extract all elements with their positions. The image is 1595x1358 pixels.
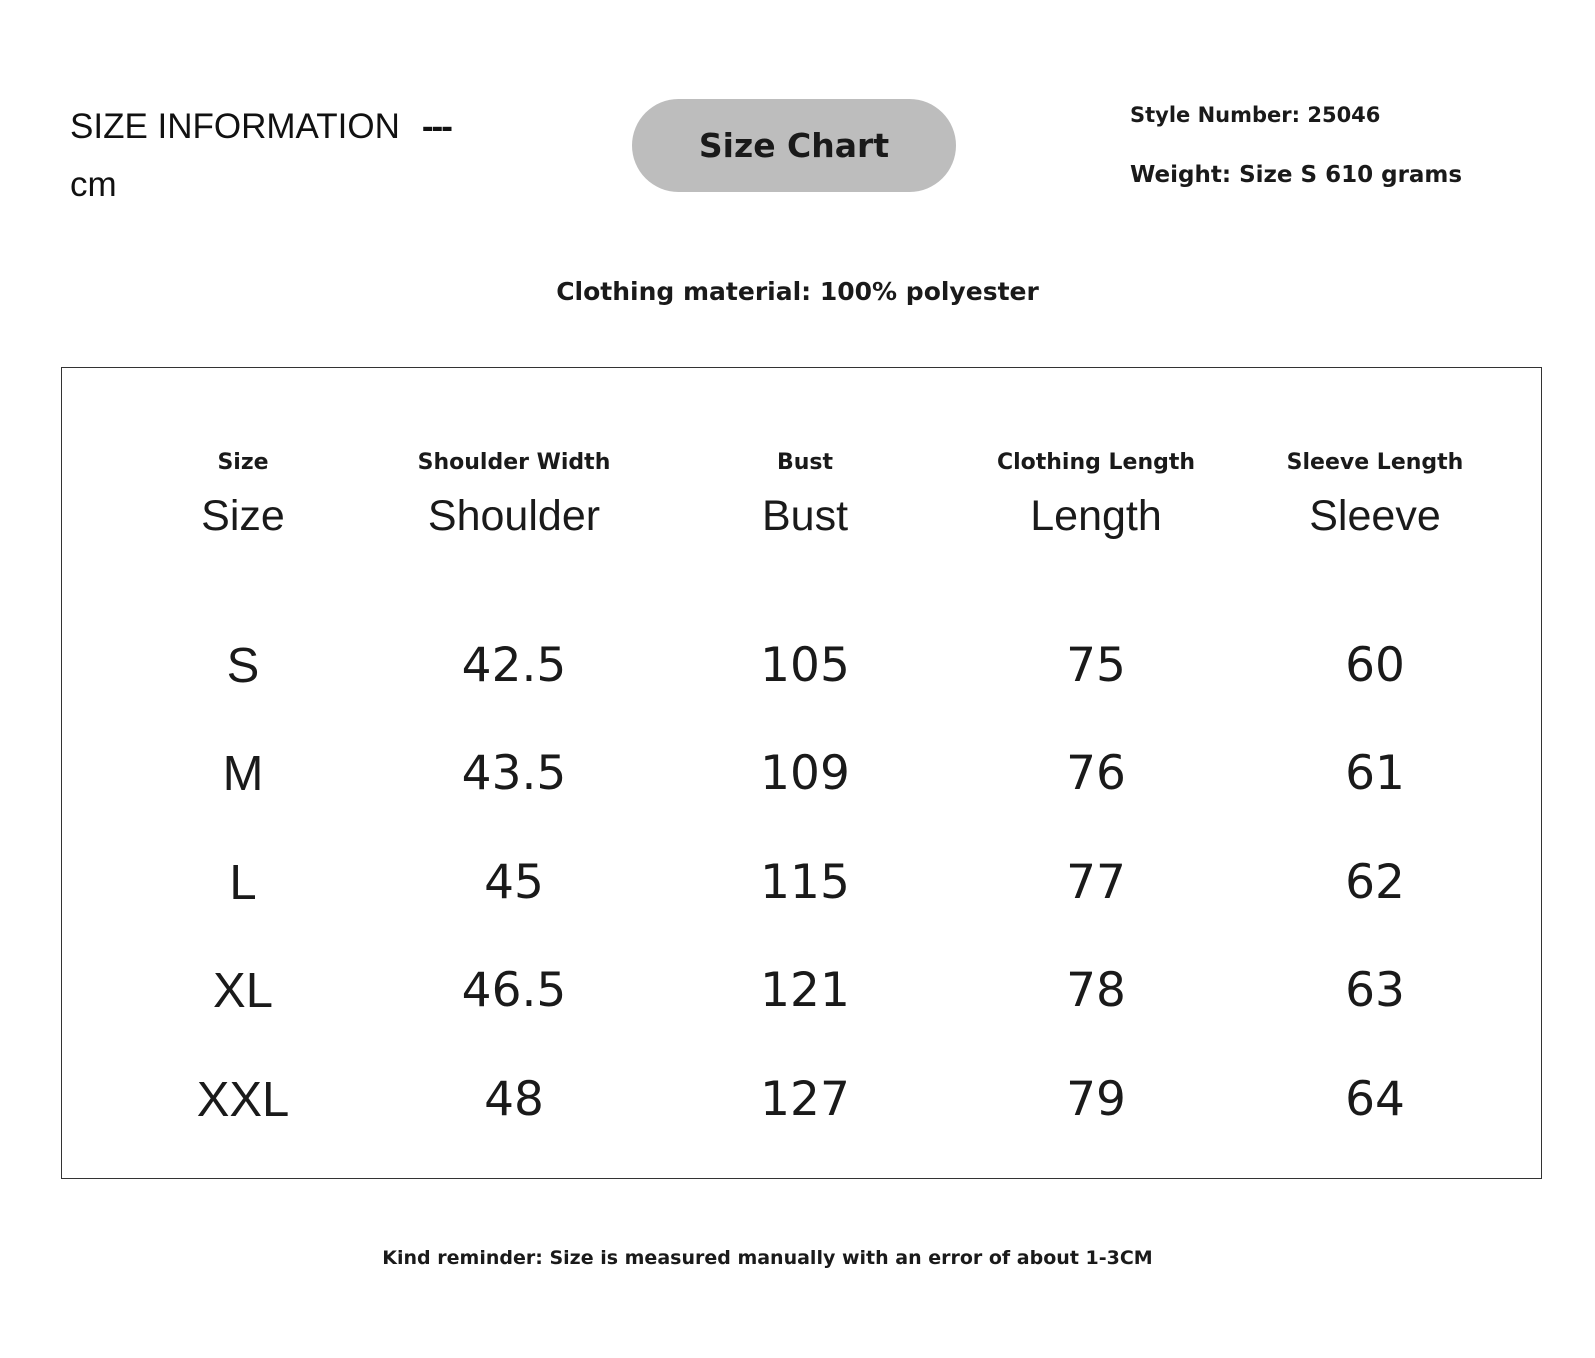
table-cell: 46.5 — [461, 963, 567, 1018]
table-cell: 79 — [1066, 1072, 1126, 1127]
table-cell: 43.5 — [461, 746, 567, 801]
table-cell: 115 — [760, 855, 850, 910]
table-cell: 64 — [1345, 1072, 1405, 1127]
size-chart-label: Size Chart — [698, 126, 890, 165]
table-cell: 75 — [1066, 638, 1126, 693]
table-cell: 42.5 — [461, 638, 567, 693]
column-header-label: Size — [217, 450, 269, 475]
table-cell: 127 — [760, 1072, 850, 1127]
column-header-short: Bust — [761, 492, 849, 540]
table-cell: 63 — [1345, 963, 1405, 1018]
table-cell: L — [229, 856, 257, 910]
column-header-label: Sleeve Length — [1286, 450, 1464, 475]
column-header-short: Sleeve — [1309, 492, 1441, 540]
column-header-label: Clothing Length — [996, 450, 1196, 475]
table-cell: 105 — [760, 638, 850, 693]
table-cell: XXL — [196, 1073, 290, 1127]
table-cell: 77 — [1066, 855, 1126, 910]
size-table — [61, 367, 1542, 1179]
size-information-heading — [70, 98, 451, 214]
table-cell: 45 — [484, 855, 544, 910]
table-cell: 62 — [1345, 855, 1405, 910]
table-cell: M — [222, 747, 264, 801]
table-cell: 76 — [1066, 746, 1126, 801]
column-header-short: Length — [1030, 492, 1162, 540]
size-information-dash: --- — [421, 107, 451, 146]
style-number: Style Number: 25046 — [1130, 103, 1381, 127]
table-cell: 61 — [1345, 746, 1405, 801]
size-chart-badge — [632, 99, 956, 192]
unit-label: cm — [70, 165, 117, 204]
column-header-label: Shoulder Width — [417, 450, 611, 475]
table-cell: 109 — [760, 746, 850, 801]
table-cell: XL — [213, 964, 273, 1018]
weight-info: Weight: Size S 610 grams — [1130, 162, 1463, 188]
column-header-short: Size — [201, 492, 285, 540]
measurement-reminder: Kind reminder: Size is measured manually with an error of about 1-3CM — [382, 1247, 1153, 1269]
table-cell: S — [226, 639, 260, 693]
table-cell: 121 — [760, 963, 850, 1018]
column-header-label: Bust — [776, 450, 834, 475]
size-information-label: SIZE INFORMATION — [70, 107, 400, 146]
column-header-short: Shoulder — [427, 492, 601, 540]
table-cell: 60 — [1345, 638, 1405, 693]
material-info: Clothing material: 100% polyester — [556, 277, 1039, 306]
table-cell: 78 — [1066, 963, 1126, 1018]
table-cell: 48 — [484, 1072, 544, 1127]
